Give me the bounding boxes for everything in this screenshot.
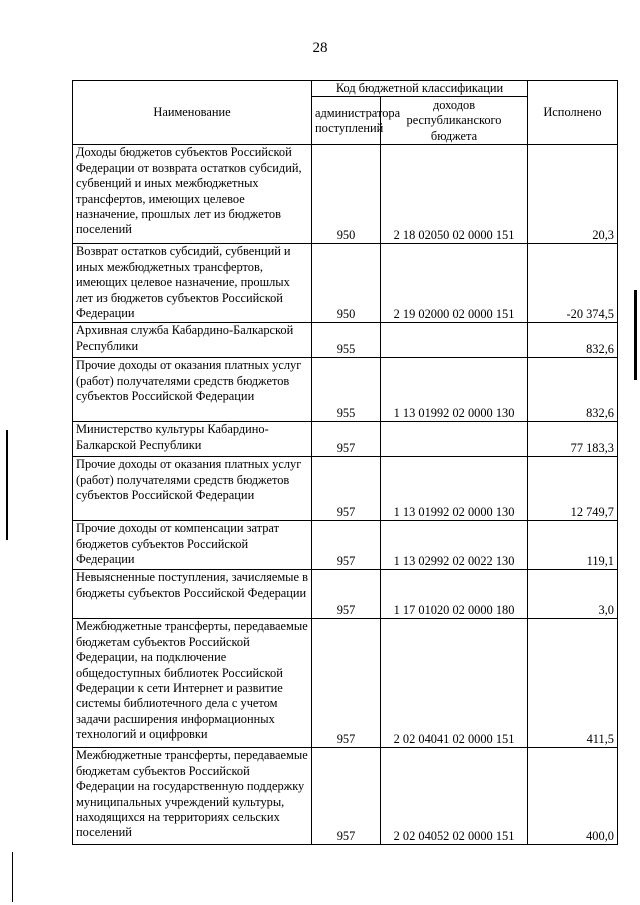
row-amount: 3,0 — [528, 570, 618, 619]
budget-table — [72, 80, 618, 845]
row-amount: 832,6 — [528, 323, 618, 358]
header-executed: Исполнено — [528, 81, 618, 145]
table-row — [73, 422, 618, 457]
row-name: Возврат остатков субсидий, субвенций и иных межбюджетных трансфертов, имеющих целевое назначение, прошлых лет из бюджетов субъектов Российской Федерации — [73, 244, 312, 323]
row-amount: 832,6 — [528, 358, 618, 422]
table-row — [73, 619, 618, 748]
row-name: Межбюджетные трансферты, передаваемые бюджетам субъектов Российской Федерации, на подключение общедоступных библиотек Российской Федерации к сети Интернет и развитие системы библиотечного дела с учетом задачи расширения информационных технологий и оцифровки — [73, 619, 312, 748]
row-name: Прочие доходы от оказания платных услуг (работ) получателями средств бюджетов субъектов Российской Федерации — [73, 457, 312, 521]
scan-edge-mark — [6, 430, 8, 540]
row-code: 2 02 04041 02 0000 151 — [381, 619, 528, 748]
row-name: Министерство культуры Кабардино-Балкарской Республики — [73, 422, 312, 457]
row-amount: 20,3 — [528, 145, 618, 244]
row-code — [381, 422, 528, 457]
row-code: 2 19 02000 02 0000 151 — [381, 244, 528, 323]
row-admin: 950 — [312, 145, 381, 244]
header-income: доходов республиканского бюджета — [381, 97, 528, 145]
table-row — [73, 244, 618, 323]
row-admin: 957 — [312, 748, 381, 845]
row-code: 2 18 02050 02 0000 151 — [381, 145, 528, 244]
row-amount: 12 749,7 — [528, 457, 618, 521]
table-row — [73, 748, 618, 845]
table-row — [73, 457, 618, 521]
row-name: Прочие доходы от компенсации затрат бюджетов субъектов Российской Федерации — [73, 521, 312, 570]
row-admin: 955 — [312, 358, 381, 422]
row-code: 1 13 01992 02 0000 130 — [381, 457, 528, 521]
header-name: Наименование — [73, 81, 312, 145]
scan-edge-mark — [634, 290, 637, 380]
table-row — [73, 323, 618, 358]
table-row — [73, 358, 618, 422]
header-admin: администратора поступлений — [312, 97, 381, 145]
scan-edge-mark — [12, 852, 13, 902]
row-admin: 957 — [312, 521, 381, 570]
row-code: 1 13 01992 02 0000 130 — [381, 358, 528, 422]
row-admin: 950 — [312, 244, 381, 323]
row-amount: 411,5 — [528, 619, 618, 748]
row-code: 1 17 01020 02 0000 180 — [381, 570, 528, 619]
row-admin: 957 — [312, 422, 381, 457]
header-classification: Код бюджетной классификации — [312, 81, 528, 97]
table-row — [73, 145, 618, 244]
row-amount: 77 183,3 — [528, 422, 618, 457]
row-name: Прочие доходы от оказания платных услуг (работ) получателями средств бюджетов субъектов Российской Федерации — [73, 358, 312, 422]
row-admin: 957 — [312, 457, 381, 521]
row-name: Межбюджетные трансферты, передаваемые бюджетам субъектов Российской Федерации на государственную поддержку муниципальных учреждений культуры, находящихся на территориях сельских поселений — [73, 748, 312, 845]
row-admin: 957 — [312, 570, 381, 619]
row-name: Невыясненные поступления, зачисляемые в бюджеты субъектов Российской Федерации — [73, 570, 312, 619]
row-amount: -20 374,5 — [528, 244, 618, 323]
row-admin: 955 — [312, 323, 381, 358]
table-row — [73, 521, 618, 570]
table-row — [73, 570, 618, 619]
row-amount: 119,1 — [528, 521, 618, 570]
row-name: Архивная служба Кабардино-Балкарской Республики — [73, 323, 312, 358]
row-code — [381, 323, 528, 358]
row-amount: 400,0 — [528, 748, 618, 845]
row-code: 2 02 04052 02 0000 151 — [381, 748, 528, 845]
page-number: 28 — [312, 40, 328, 56]
row-name: Доходы бюджетов субъектов Российской Федерации от возврата остатков субсидий, субвенций и иных межбюджетных трансфертов, имеющих целевое назначение, прошлых лет из бюджетов поселений — [73, 145, 312, 244]
row-admin: 957 — [312, 619, 381, 748]
row-code: 1 13 02992 02 0022 130 — [381, 521, 528, 570]
